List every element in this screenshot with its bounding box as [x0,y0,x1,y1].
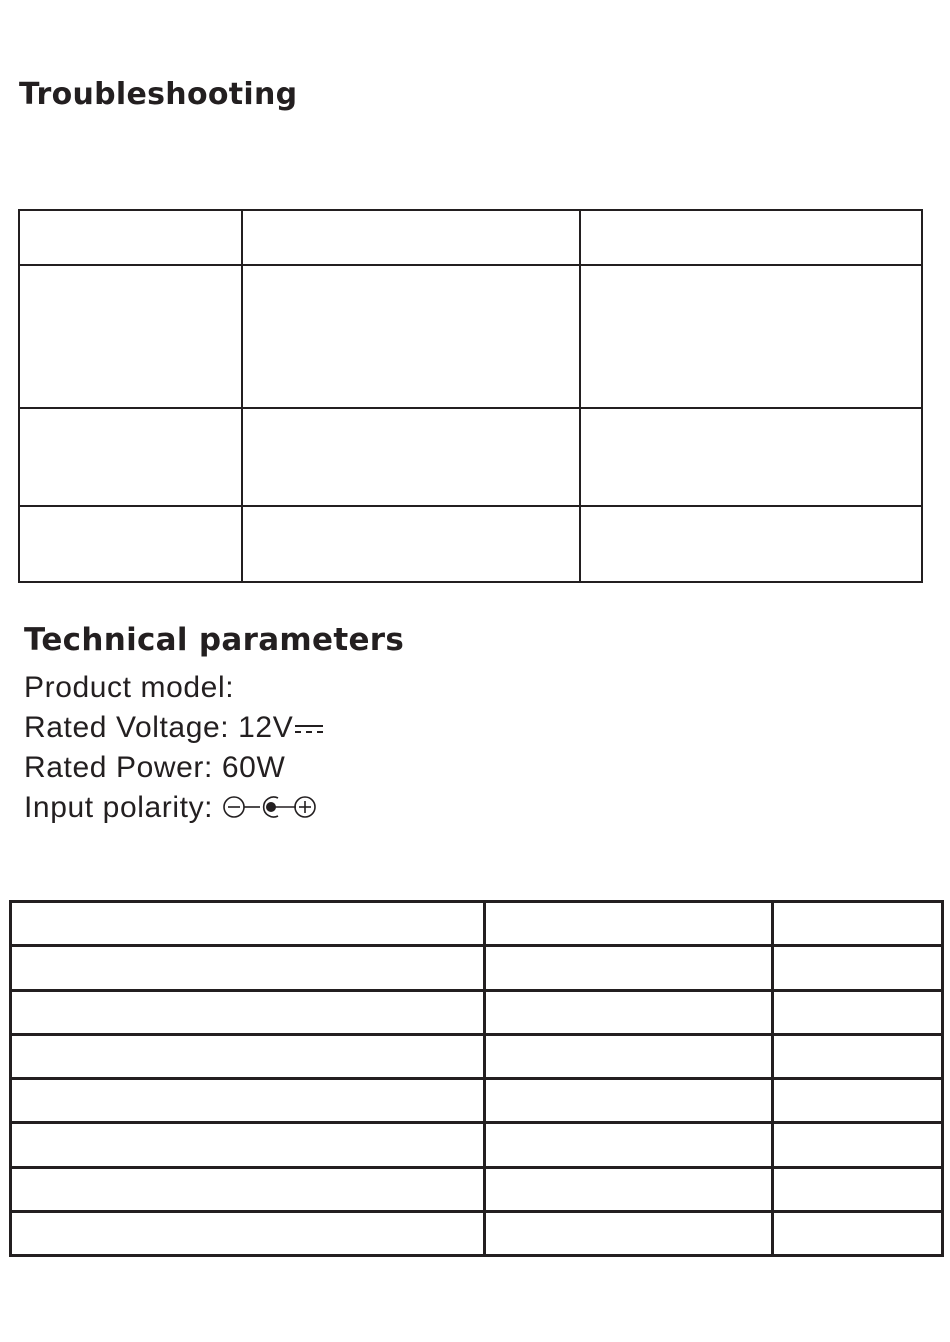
table-row [11,946,943,991]
table-cell [773,1168,943,1212]
table-cell [11,991,485,1035]
table-cell [485,1168,773,1212]
rated-voltage-label: Rated Voltage: 12V [24,711,294,744]
table-cell [485,1079,773,1123]
table-cell [19,210,242,265]
troubleshooting-title: Troubleshooting [19,77,298,112]
table-cell [11,902,485,946]
table-cell [242,265,580,408]
table-cell [11,946,485,991]
input-polarity-label: Input polarity: [24,791,214,824]
table-row [11,902,943,946]
table-cell [773,991,943,1035]
table-cell [580,408,922,506]
input-polarity-line [24,788,324,828]
troubleshooting-table [18,209,923,583]
parts-table [9,900,944,1257]
table-cell [485,902,773,946]
table-cell [773,902,943,946]
table-cell [242,408,580,506]
table-cell [773,1212,943,1256]
table-cell [11,1079,485,1123]
table-cell [773,946,943,991]
table-row [11,991,943,1035]
technical-parameters-title: Technical parameters [24,622,405,658]
table-cell [485,1035,773,1079]
table-cell [773,1123,943,1168]
table-row [19,408,922,506]
table-row [11,1168,943,1212]
table-cell [773,1079,943,1123]
dc-current-icon [294,717,324,737]
table-cell [485,1212,773,1256]
table-cell [580,265,922,408]
table-cell [580,210,922,265]
table-cell [11,1123,485,1168]
table-row [11,1035,943,1079]
table-cell [19,408,242,506]
table-cell [11,1212,485,1256]
table-row [19,506,922,582]
table-row [19,210,922,265]
technical-parameters-list [24,668,324,828]
rated-voltage-line [24,708,324,748]
table-cell [485,946,773,991]
table-cell [773,1035,943,1079]
table-cell [580,506,922,582]
polarity-icon [223,794,317,820]
table-cell [11,1035,485,1079]
table-cell [485,1123,773,1168]
table-row [19,265,922,408]
rated-power-label: Rated Power: 60W [24,751,286,784]
table-cell [242,506,580,582]
table-row [11,1123,943,1168]
table-cell [11,1168,485,1212]
product-model-label: Product model: [24,671,235,704]
table-row [11,1212,943,1256]
table-cell [19,265,242,408]
table-row [11,1079,943,1123]
table-cell [19,506,242,582]
table-cell [485,991,773,1035]
table-cell [242,210,580,265]
